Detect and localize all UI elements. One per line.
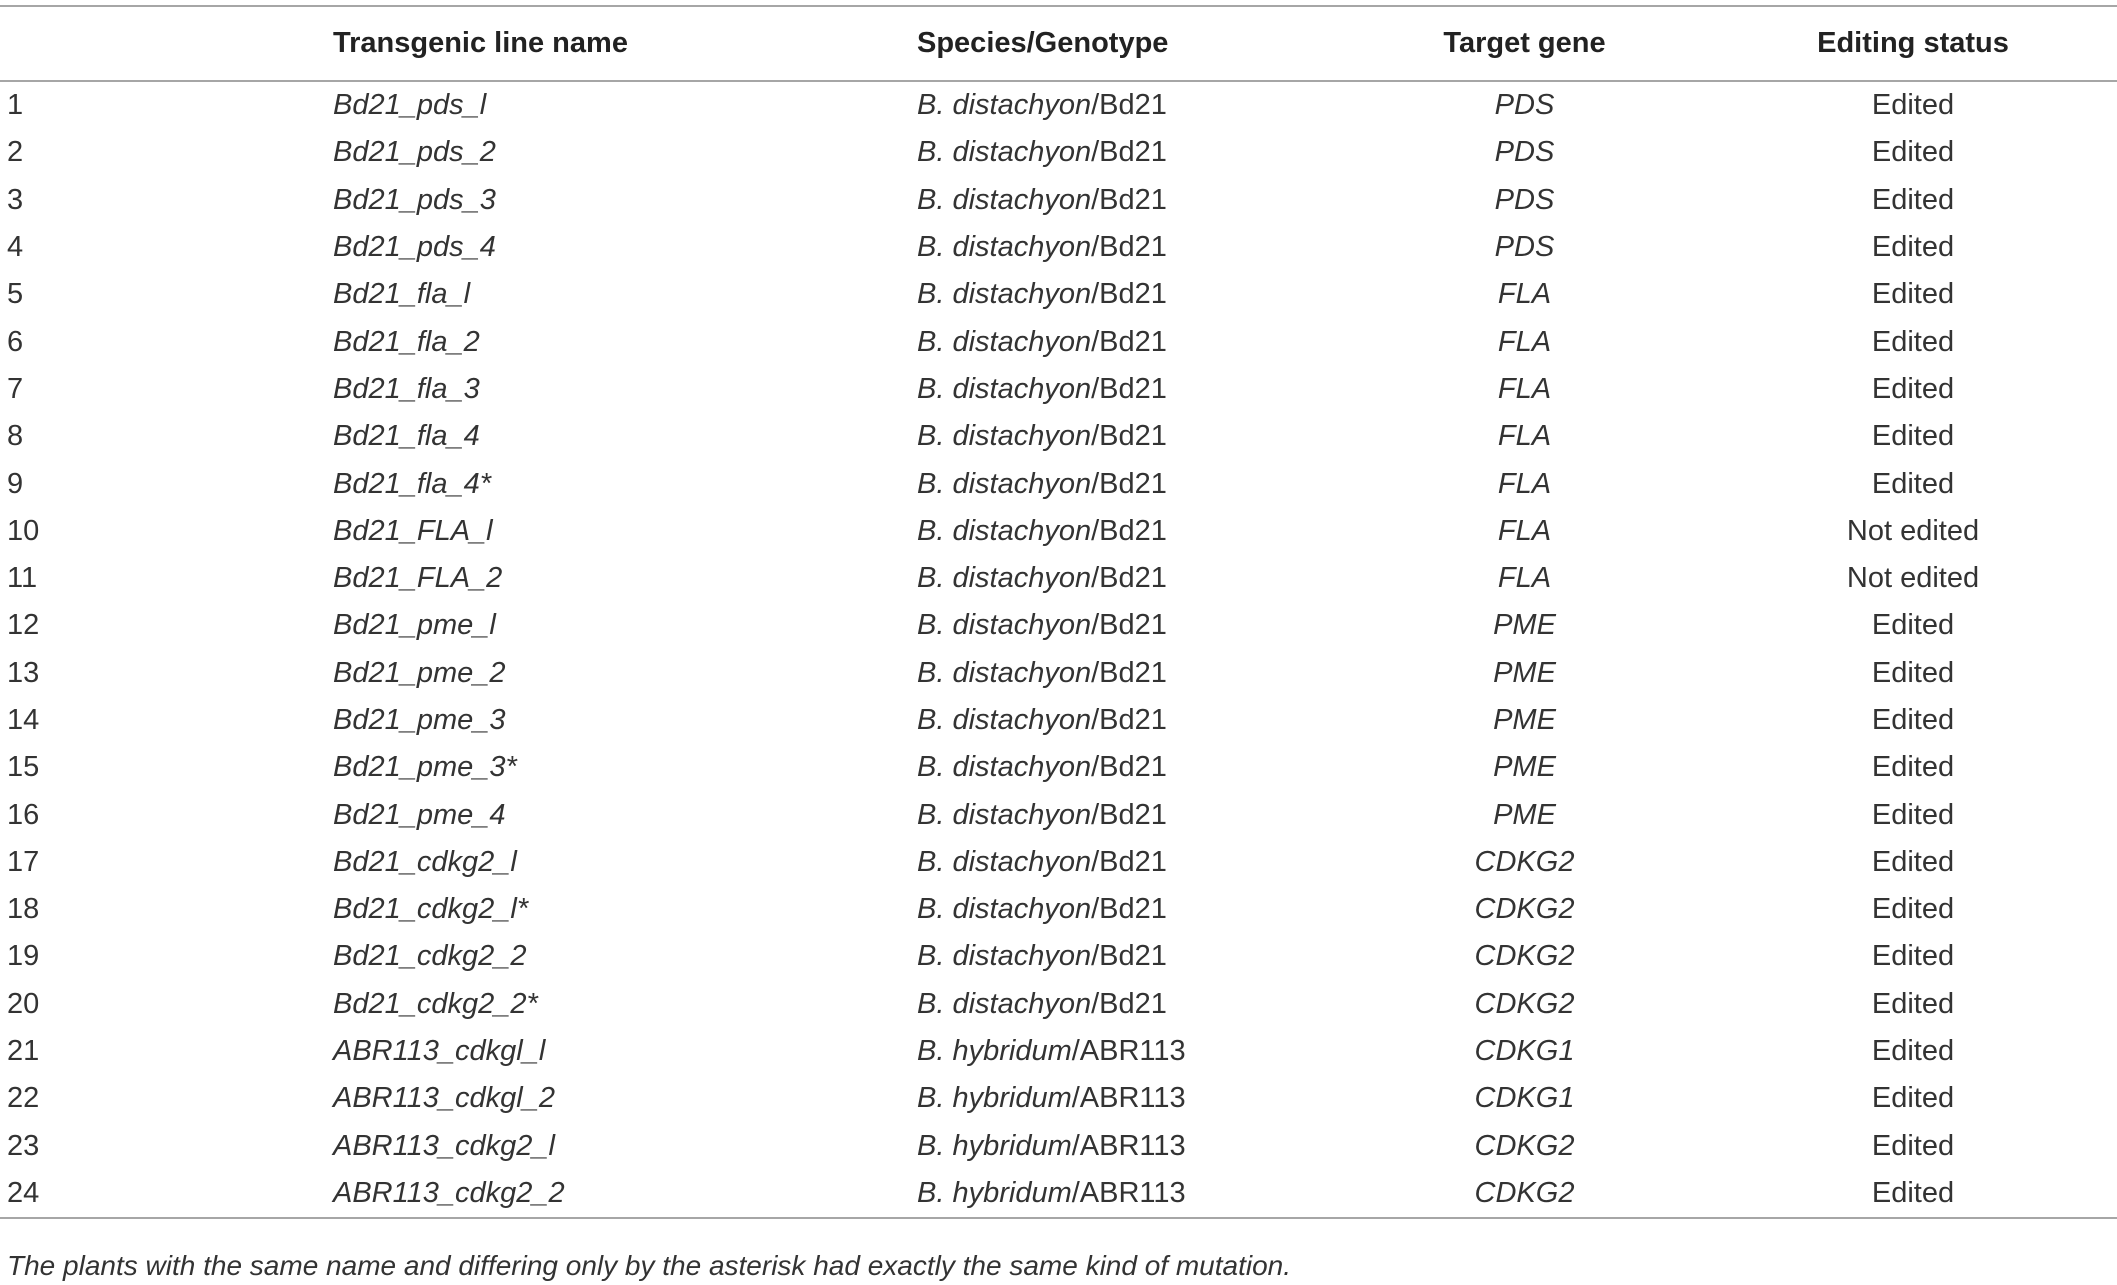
row-species-genotype <box>917 82 1347 129</box>
row-species-name: B. distachyon <box>917 467 1092 500</box>
row-species-genotype <box>917 1123 1347 1170</box>
row-number: 13 <box>7 656 40 689</box>
table-row <box>0 82 2117 129</box>
row-genotype: /Bd21 <box>1091 751 1167 784</box>
row-editing-status: Edited <box>1871 1129 1955 1162</box>
table-row <box>0 981 2117 1028</box>
table-row <box>0 1075 2117 1122</box>
row-species-name: B. distachyon <box>917 704 1092 736</box>
table-row <box>0 224 2117 271</box>
row-line-name: Bd21_cdkg2_2* <box>333 987 538 1020</box>
row-species-genotype <box>917 744 1347 791</box>
row-line-name: Bd21_pme_l <box>333 609 496 642</box>
row-line-name: Bd21_cdkg2_l <box>333 845 517 878</box>
row-target-gene: PME <box>1493 798 1556 831</box>
row-species-name: B. distachyon <box>917 845 1092 878</box>
row-editing-status: Edited <box>1871 609 1955 642</box>
row-genotype: /ABR113 <box>1071 1082 1186 1115</box>
row-number: 19 <box>7 940 40 973</box>
row-target-gene: CDKG2 <box>1474 940 1575 973</box>
row-species-name: B. distachyon <box>917 893 1092 926</box>
row-species-genotype <box>917 933 1347 980</box>
row-genotype: /Bd21 <box>1091 562 1167 595</box>
row-species-name: B. distachyon <box>917 609 1092 642</box>
row-editing-status: Edited <box>1871 420 1955 453</box>
table-row <box>0 413 2117 460</box>
row-target-gene: CDKG2 <box>1474 1129 1575 1162</box>
table-row <box>0 933 2117 980</box>
row-target-gene: CDKG2 <box>1474 987 1575 1020</box>
row-number: 4 <box>7 231 24 264</box>
row-line-name: ABR113_cdkg2_l <box>333 1129 555 1162</box>
table-row <box>0 1170 2117 1217</box>
row-species-name: B. distachyon <box>917 987 1092 1020</box>
row-number: 18 <box>7 893 40 926</box>
row-editing-status: Edited <box>1871 704 1955 736</box>
row-target-gene: PDS <box>1494 136 1555 169</box>
row-line-name: Bd21_fla_3 <box>333 372 480 405</box>
table-row <box>0 271 2117 318</box>
row-species-name: B. distachyon <box>917 136 1092 169</box>
table-row <box>0 791 2117 838</box>
row-species-name: B. distachyon <box>917 514 1092 547</box>
row-species-genotype <box>917 1170 1347 1217</box>
row-editing-status: Edited <box>1871 467 1955 500</box>
row-species-name: B. hybridum <box>917 1035 1072 1068</box>
row-line-name: Bd21_pme_3* <box>333 751 517 784</box>
table-row <box>0 366 2117 413</box>
row-line-name: Bd21_cdkg2_2 <box>333 940 527 973</box>
row-target-gene: CDKG2 <box>1474 845 1575 878</box>
row-number: 12 <box>7 609 40 642</box>
row-genotype: /Bd21 <box>1091 656 1167 689</box>
row-target-gene: PDS <box>1494 183 1555 216</box>
row-species-name: B. distachyon <box>917 89 1092 122</box>
table-row <box>0 886 2117 933</box>
row-target-gene: FLA <box>1497 514 1552 547</box>
row-editing-status: Not edited <box>1846 562 1980 595</box>
row-line-name: Bd21_fla_l <box>333 278 471 311</box>
row-number: 8 <box>7 420 24 453</box>
row-species-name: B. distachyon <box>917 420 1092 453</box>
row-target-gene: PME <box>1493 751 1556 784</box>
row-target-gene: CDKG1 <box>1474 1035 1575 1068</box>
row-line-name: Bd21_cdkg2_l* <box>333 893 529 926</box>
row-species-genotype <box>917 366 1347 413</box>
table-row <box>0 318 2117 365</box>
row-line-name: Bd21_pds_3 <box>333 183 496 216</box>
row-genotype: /Bd21 <box>1091 467 1167 500</box>
row-genotype: /Bd21 <box>1091 231 1167 264</box>
table-row <box>0 650 2117 697</box>
table-row <box>0 508 2117 555</box>
row-number: 10 <box>7 514 40 547</box>
table-row <box>0 1123 2117 1170</box>
row-target-gene: PME <box>1493 656 1556 689</box>
row-line-name: Bd21_pds_l <box>333 89 487 122</box>
row-species-genotype <box>917 1075 1347 1122</box>
row-number: 7 <box>7 372 24 405</box>
row-line-name: ABR113_cdkgl_l <box>333 1035 546 1068</box>
row-line-name: Bd21_pme_2 <box>333 656 506 689</box>
row-genotype: /Bd21 <box>1091 704 1167 736</box>
row-genotype: /ABR113 <box>1071 1176 1186 1209</box>
row-species-genotype <box>917 508 1347 555</box>
row-number: 22 <box>7 1082 40 1115</box>
row-number: 9 <box>7 467 24 500</box>
row-editing-status: Edited <box>1871 940 1955 973</box>
row-species-name: B. distachyon <box>917 183 1092 216</box>
row-target-gene: FLA <box>1497 325 1552 358</box>
row-number: 23 <box>7 1129 40 1162</box>
row-species-genotype <box>917 318 1347 365</box>
row-editing-status: Edited <box>1871 1082 1955 1115</box>
row-editing-status: Edited <box>1871 325 1955 358</box>
transgenic-lines-body-table <box>0 82 2117 1217</box>
row-editing-status: Edited <box>1871 89 1955 122</box>
row-species-name: B. distachyon <box>917 278 1092 311</box>
row-species-genotype <box>917 697 1347 744</box>
row-number: 15 <box>7 751 40 784</box>
row-species-name: B. distachyon <box>917 751 1092 784</box>
row-line-name: Bd21_FLA_l <box>333 514 493 547</box>
row-species-genotype <box>917 602 1347 649</box>
row-genotype: /Bd21 <box>1091 420 1167 453</box>
row-genotype: /Bd21 <box>1091 940 1167 973</box>
row-target-gene: FLA <box>1497 562 1552 595</box>
header-line-name: Transgenic line name <box>333 27 628 59</box>
row-species-genotype <box>917 271 1347 318</box>
row-editing-status: Edited <box>1871 136 1955 169</box>
row-editing-status: Not edited <box>1846 514 1980 547</box>
row-genotype: /Bd21 <box>1091 798 1167 831</box>
row-line-name: Bd21_fla_4 <box>333 420 480 453</box>
row-species-genotype <box>917 224 1347 271</box>
row-species-name: B. hybridum <box>917 1129 1072 1162</box>
table-footnote: The plants with the same name and differing only by the asterisk had exactly the same kind of mutation. <box>7 1250 1292 1281</box>
row-number: 16 <box>7 798 40 831</box>
row-target-gene: PME <box>1493 609 1556 642</box>
row-species-genotype <box>917 460 1347 507</box>
row-genotype: /Bd21 <box>1091 893 1167 926</box>
row-species-genotype <box>917 650 1347 697</box>
row-genotype: /Bd21 <box>1091 372 1167 405</box>
row-number: 2 <box>7 136 24 169</box>
row-number: 3 <box>7 183 24 216</box>
row-editing-status: Edited <box>1871 751 1955 784</box>
header-target-gene: Target gene <box>1443 27 1606 59</box>
row-species-name: B. distachyon <box>917 562 1092 595</box>
row-genotype: /Bd21 <box>1091 514 1167 547</box>
table-row <box>0 555 2117 602</box>
row-line-name: Bd21_pds_4 <box>333 231 496 264</box>
table-header <box>0 7 2117 80</box>
header-number <box>0 7 333 80</box>
table-row <box>0 129 2117 176</box>
row-genotype: /Bd21 <box>1091 845 1167 878</box>
row-editing-status: Edited <box>1871 845 1955 878</box>
row-editing-status: Edited <box>1871 798 1955 831</box>
row-editing-status: Edited <box>1871 1035 1955 1068</box>
row-genotype: /Bd21 <box>1091 136 1167 169</box>
row-target-gene: FLA <box>1497 467 1552 500</box>
row-species-genotype <box>917 981 1347 1028</box>
row-species-genotype <box>917 129 1347 176</box>
row-species-genotype <box>917 791 1347 838</box>
row-target-gene: PDS <box>1494 231 1555 264</box>
row-line-name: Bd21_fla_2 <box>333 325 480 358</box>
row-species-name: B. distachyon <box>917 372 1092 405</box>
row-line-name: Bd21_fla_4* <box>333 467 492 500</box>
row-species-genotype <box>917 413 1347 460</box>
row-target-gene: CDKG2 <box>1474 893 1575 926</box>
table-row <box>0 839 2117 886</box>
row-species-name: B. distachyon <box>917 656 1092 689</box>
row-species-name: B. distachyon <box>917 798 1092 831</box>
row-target-gene: CDKG1 <box>1474 1082 1575 1115</box>
row-target-gene: PME <box>1493 704 1556 736</box>
row-line-name: ABR113_cdkg2_2 <box>333 1176 565 1209</box>
table-row <box>0 744 2117 791</box>
row-line-name: Bd21_pme_3 <box>333 704 506 736</box>
row-target-gene: FLA <box>1497 372 1552 405</box>
row-species-name: B. hybridum <box>917 1176 1072 1209</box>
table-bottom-rule <box>0 1217 2117 1219</box>
table-row <box>0 602 2117 649</box>
row-genotype: /Bd21 <box>1091 325 1167 358</box>
row-species-genotype <box>917 839 1347 886</box>
table-row <box>0 460 2117 507</box>
row-target-gene: FLA <box>1497 420 1552 453</box>
row-line-name: Bd21_pds_2 <box>333 136 496 169</box>
row-number: 1 <box>7 89 24 122</box>
row-species-name: B. hybridum <box>917 1082 1072 1115</box>
row-species-name: B. distachyon <box>917 231 1092 264</box>
table-body <box>0 82 2117 1217</box>
row-editing-status: Edited <box>1871 1176 1955 1209</box>
row-number: 14 <box>7 704 40 736</box>
row-species-genotype <box>917 177 1347 224</box>
table-row <box>0 177 2117 224</box>
row-editing-status: Edited <box>1871 231 1955 264</box>
row-number: 11 <box>7 562 38 595</box>
row-editing-status: Edited <box>1871 893 1955 926</box>
row-genotype: /Bd21 <box>1091 278 1167 311</box>
row-target-gene: FLA <box>1497 278 1552 311</box>
row-editing-status: Edited <box>1871 278 1955 311</box>
row-species-genotype <box>917 1028 1347 1075</box>
transgenic-lines-table <box>0 7 2117 80</box>
row-species-name: B. distachyon <box>917 325 1092 358</box>
row-editing-status: Edited <box>1871 183 1955 216</box>
transgenic-lines-table-wrapper <box>0 5 2117 1219</box>
table-row <box>0 1028 2117 1075</box>
row-editing-status: Edited <box>1871 656 1955 689</box>
row-number: 20 <box>7 987 40 1020</box>
row-genotype: /Bd21 <box>1091 183 1167 216</box>
row-editing-status: Edited <box>1871 987 1955 1020</box>
row-genotype: /Bd21 <box>1091 89 1167 122</box>
row-species-name: B. distachyon <box>917 940 1092 973</box>
row-line-name: Bd21_pme_4 <box>333 798 506 831</box>
row-line-name: Bd21_FLA_2 <box>333 562 503 595</box>
row-editing-status: Edited <box>1871 372 1955 405</box>
row-target-gene: PDS <box>1494 89 1555 122</box>
row-species-genotype <box>917 886 1347 933</box>
row-genotype: /Bd21 <box>1091 609 1167 642</box>
header-editing-status: Editing status <box>1817 27 2009 59</box>
row-species-genotype <box>917 555 1347 602</box>
row-genotype: /ABR113 <box>1071 1129 1186 1162</box>
row-number: 5 <box>7 278 24 311</box>
row-number: 6 <box>7 325 24 358</box>
row-genotype: /ABR113 <box>1071 1035 1186 1068</box>
row-number: 24 <box>7 1176 40 1209</box>
header-row <box>0 7 2117 80</box>
row-number: 21 <box>7 1035 40 1068</box>
header-species-genotype: Species/Genotype <box>917 27 1169 59</box>
table-row <box>0 697 2117 744</box>
row-line-name: ABR113_cdkgl_2 <box>333 1082 555 1115</box>
row-genotype: /Bd21 <box>1091 987 1167 1020</box>
row-number: 17 <box>7 845 40 878</box>
row-target-gene: CDKG2 <box>1474 1176 1575 1209</box>
